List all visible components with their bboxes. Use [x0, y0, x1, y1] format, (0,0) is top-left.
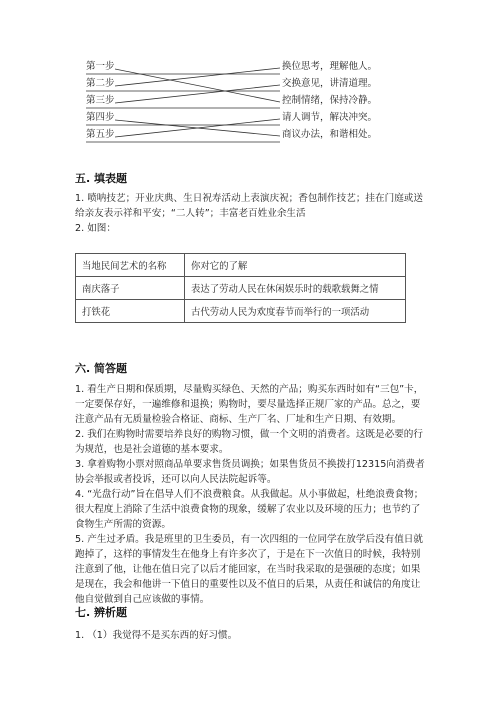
step-1: 第一步 — [86, 61, 115, 72]
list-item: 1. 看生产日期和保质期，尽量购买绿色、天然的产品；购买东西时如有“三包”卡，一定要保存好，一遍维修和退换；购物时，要尽量选择正规厂家的产品。总之，要注意产品有无质量检验合格证、商标、生产厂名、厂址和生产日期、有效期。 — [75, 384, 424, 425]
list-item: 4. “光盘行动”旨在倡导人们不浪费粮食。从我做起。从小事做起，杜绝浪费食物；很大程度上消除了生活中浪费食物的现象，缓解了农业以及环境的压力；也节约了食物生产所需的资源。 — [75, 489, 424, 530]
table-row — [76, 300, 406, 323]
option-2: 交换意见，讲清道理。 — [282, 78, 378, 89]
step-4: 第四步 — [86, 112, 115, 123]
section-5-heading: 五. 填表题 — [75, 172, 128, 185]
option-3: 控制情绪，保持冷静。 — [282, 95, 378, 106]
table-header-name: 当地民间艺术的名称 — [76, 254, 185, 277]
section-7-q1: 1. （1）我觉得不是买东西的好习惯。 — [75, 630, 238, 641]
table-cell: 表达了劳动人民在休闲娱乐时的载歌载舞之情 — [185, 277, 406, 300]
section-5-q2: 2. 如图： — [75, 223, 116, 234]
section-5-q1: 1. 喷呐技艺；开业庆典、生日祝寿活动上表演庆祝；香包制作技艺；挂在门庭或送给亲友表示祥和平安；“二人转”；丰富老百姓业余生活 — [75, 193, 423, 219]
match-connector-2 — [115, 68, 280, 86]
step-5: 第五步 — [86, 129, 115, 140]
list-item: 3. 拿着购物小票对照商品单要求售货员调换；如果售货员不换拨打12315向消费者协会举报或者投诉，还可以向人民法院起诉等。 — [75, 459, 425, 485]
list-item: 2. 我们在购物时需要培养良好的购物习惯，做一个文明的消费者。这既是必要的行为规范，也是社会道德的基本要求。 — [75, 429, 423, 455]
step-2: 第二步 — [86, 78, 115, 89]
section-7-heading: 七. 辨析题 — [75, 606, 128, 619]
section-6-answers — [75, 382, 427, 607]
folk-art-table — [75, 253, 406, 323]
table-cell: 古代劳动人民为欢度春节而举行的一项活动 — [185, 300, 406, 323]
match-connector-3 — [115, 85, 280, 103]
section-6-heading: 六. 简答题 — [75, 362, 128, 375]
section-7-answers — [75, 628, 427, 643]
table-row — [76, 277, 406, 300]
option-1: 换位思考，理解他人。 — [282, 61, 378, 72]
step-3: 第三步 — [86, 95, 115, 106]
table-row — [76, 254, 406, 277]
table-cell: 南庆落子 — [76, 277, 185, 300]
matching-lines — [0, 0, 500, 160]
section-5-answers — [75, 191, 427, 236]
option-4: 请人调节，解决冲突。 — [282, 112, 378, 123]
option-5: 商议办法，和谐相处。 — [282, 129, 378, 140]
table-header-knowledge: 你对它的了解 — [185, 254, 406, 277]
table-cell: 打铁花 — [76, 300, 185, 323]
match-connector-5 — [115, 119, 280, 137]
list-item: 5. 产生过矛盾。我是班里的卫生委员，有一次四组的一位同学在放学后没有值日就跑掉了，这样的事情发生在他身上有许多次了，于是在下一次值日的时候，我特别注意到了他，让他在值日完了以后才能回家，在当时我采取的是强硬的态度；如果是现在，我会和他讲一下值日的重要性以及不值日的后果，从责任和诚信的角度让他自觉做到自己应该做的事情。 — [75, 534, 423, 605]
